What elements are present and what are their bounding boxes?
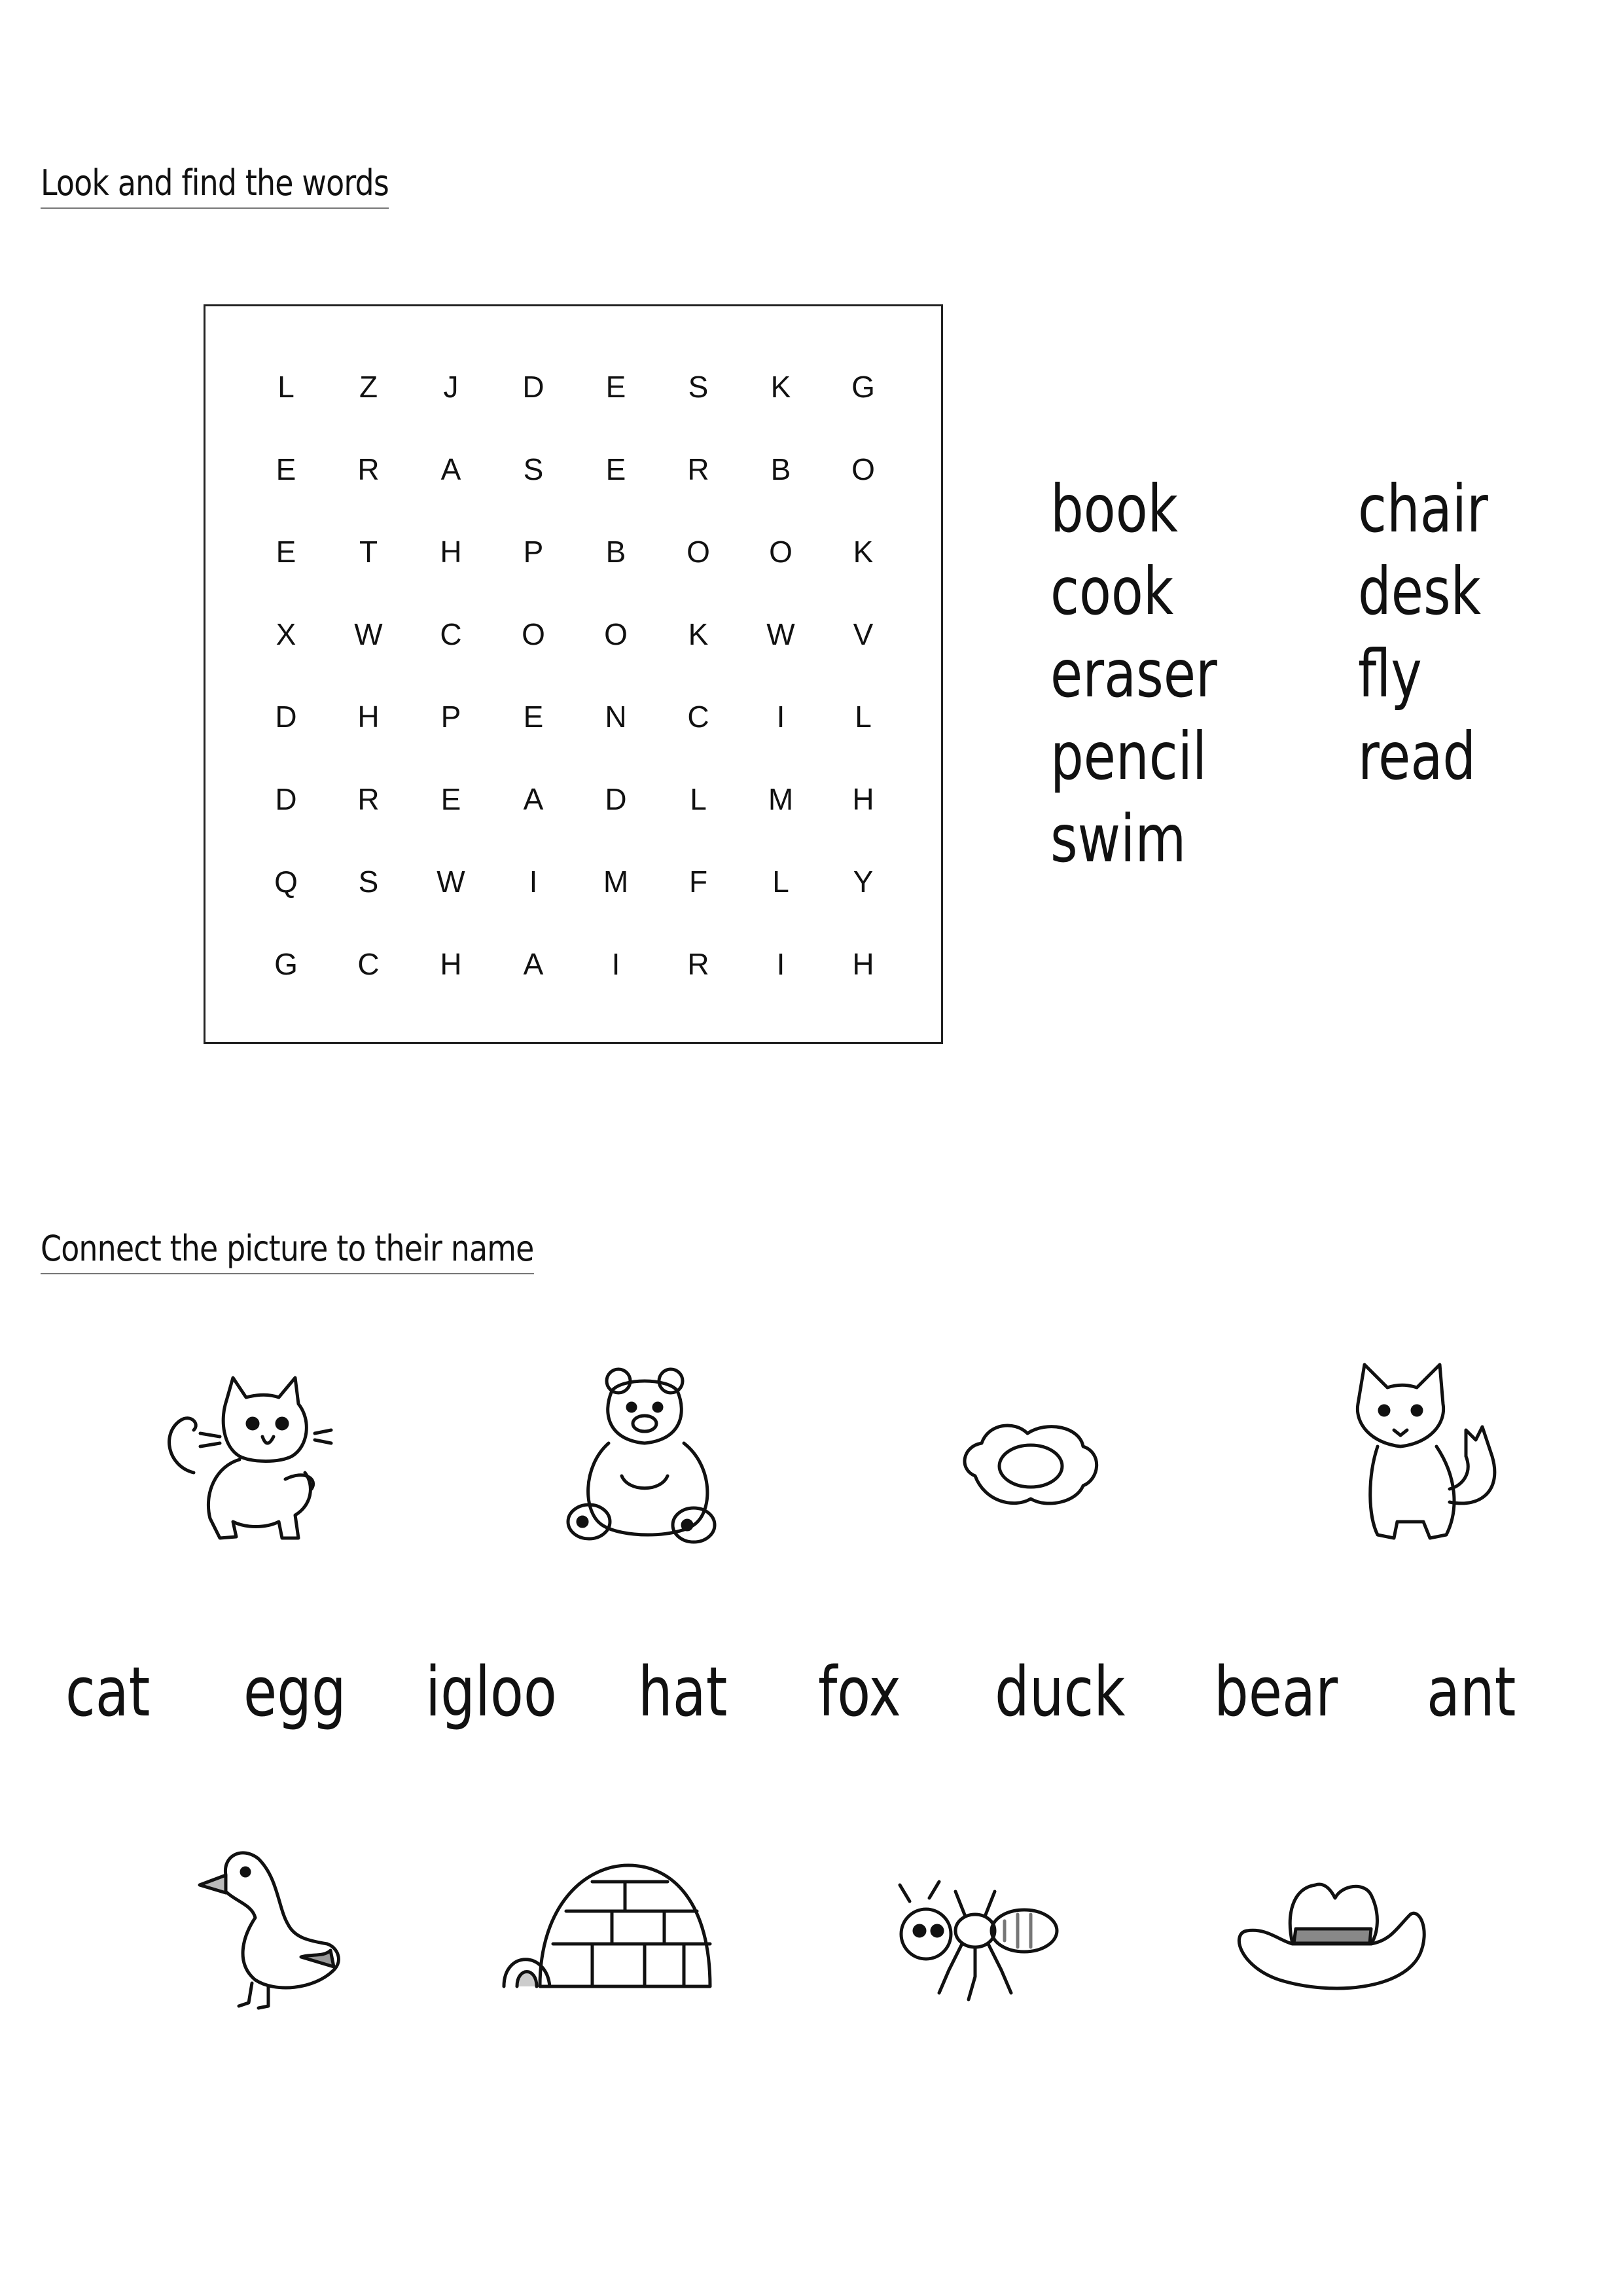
grid-letter: M xyxy=(768,782,794,816)
grid-letter: C xyxy=(357,947,380,981)
grid-letter: B xyxy=(605,535,626,569)
grid-letter: H xyxy=(440,947,462,981)
grid-letter: G xyxy=(274,947,298,981)
word-list-item: fly xyxy=(1358,636,1422,712)
grid-letter: M xyxy=(603,865,629,899)
grid-letter: W xyxy=(437,865,465,899)
name-label: egg xyxy=(243,1652,346,1732)
grid-letter: J xyxy=(443,370,459,404)
grid-letter: N xyxy=(605,700,627,734)
grid-letter: R xyxy=(357,782,380,816)
grid-letter: Q xyxy=(274,865,298,899)
name-label: fox xyxy=(818,1652,901,1732)
grid-letter: E xyxy=(276,535,296,569)
grid-letter: O xyxy=(851,452,875,486)
word-list-item: pencil xyxy=(1050,718,1207,795)
grid-letter: L xyxy=(690,782,707,816)
grid-letter: S xyxy=(358,865,379,899)
egg-icon xyxy=(955,1417,1106,1515)
grid-letter: O xyxy=(522,617,545,651)
grid-letter: E xyxy=(440,782,461,816)
word-list-item: read xyxy=(1358,718,1476,795)
grid-letter: I xyxy=(776,700,785,734)
grid-letter: L xyxy=(855,700,872,734)
grid-letter: I xyxy=(611,947,620,981)
grid-letter: H xyxy=(852,782,874,816)
name-list xyxy=(0,1636,1623,1767)
grid-letter: K xyxy=(853,535,874,569)
grid-letter: Y xyxy=(853,865,874,899)
grid-letter: W xyxy=(766,617,795,651)
grid-letter: C xyxy=(440,617,462,651)
word-list-item: eraser xyxy=(1050,636,1217,712)
name-label: duck xyxy=(995,1652,1126,1732)
grid-letter: O xyxy=(604,617,628,651)
grid-letter: Z xyxy=(359,370,378,404)
grid-letter: S xyxy=(523,452,544,486)
grid-letter: W xyxy=(354,617,383,651)
grid-letter: L xyxy=(277,370,294,404)
ant-icon xyxy=(890,1878,1067,2009)
fox-icon xyxy=(1332,1358,1528,1554)
grid-letter: D xyxy=(275,700,297,734)
igloo-icon xyxy=(501,1852,717,2003)
section-title-connect: Connect the picture to their name xyxy=(41,1228,534,1274)
grid-letter: P xyxy=(440,700,461,734)
grid-letter: E xyxy=(523,700,544,734)
grid-letter: O xyxy=(687,535,710,569)
grid-letter: H xyxy=(852,947,874,981)
word-search-grid xyxy=(204,304,943,1044)
grid-letter: A xyxy=(523,782,544,816)
duck-icon xyxy=(196,1839,347,2016)
bear-icon xyxy=(563,1361,733,1551)
grid-letter: K xyxy=(770,370,791,404)
grid-letter: L xyxy=(772,865,789,899)
grid-letter: E xyxy=(605,452,626,486)
grid-letter: C xyxy=(687,700,709,734)
section-title-find-words: Look and find the words xyxy=(41,162,389,209)
grid-letter: R xyxy=(687,947,709,981)
word-list xyxy=(1050,468,1548,880)
grid-letter: I xyxy=(776,947,785,981)
word-list-item: desk xyxy=(1358,553,1482,630)
grid-letter: R xyxy=(687,452,709,486)
grid-letter: E xyxy=(276,452,296,486)
grid-letter: G xyxy=(851,370,875,404)
grid-letter: X xyxy=(276,617,296,651)
name-label: ant xyxy=(1427,1652,1516,1732)
name-label: bear xyxy=(1214,1652,1338,1732)
grid-letter: D xyxy=(275,782,297,816)
grid-letter: A xyxy=(440,452,461,486)
grid-letter: T xyxy=(359,535,378,569)
word-list-item: swim xyxy=(1050,800,1186,877)
grid-letter: O xyxy=(769,535,793,569)
name-label: cat xyxy=(65,1652,151,1732)
grid-letter: K xyxy=(688,617,709,651)
grid-letter: F xyxy=(688,865,708,899)
grid-letter: H xyxy=(440,535,462,569)
grid-letter: P xyxy=(523,535,544,569)
grid-letter: R xyxy=(357,452,380,486)
grid-letter: D xyxy=(522,370,544,404)
grid-letter: H xyxy=(357,700,380,734)
word-search-letters xyxy=(245,346,904,1005)
name-label: igloo xyxy=(425,1652,557,1732)
grid-letter: D xyxy=(605,782,627,816)
name-label: hat xyxy=(638,1652,728,1732)
grid-letter: I xyxy=(529,865,538,899)
word-list-item: chair xyxy=(1358,471,1488,547)
grid-letter: B xyxy=(770,452,791,486)
cat-icon xyxy=(154,1374,338,1551)
word-list-item: book xyxy=(1050,471,1178,547)
word-list-item: cook xyxy=(1050,553,1174,630)
grid-letter: E xyxy=(605,370,626,404)
grid-letter: V xyxy=(853,617,874,651)
grid-letter: S xyxy=(688,370,709,404)
grid-letter: A xyxy=(523,947,544,981)
hat-icon xyxy=(1234,1875,1430,2003)
